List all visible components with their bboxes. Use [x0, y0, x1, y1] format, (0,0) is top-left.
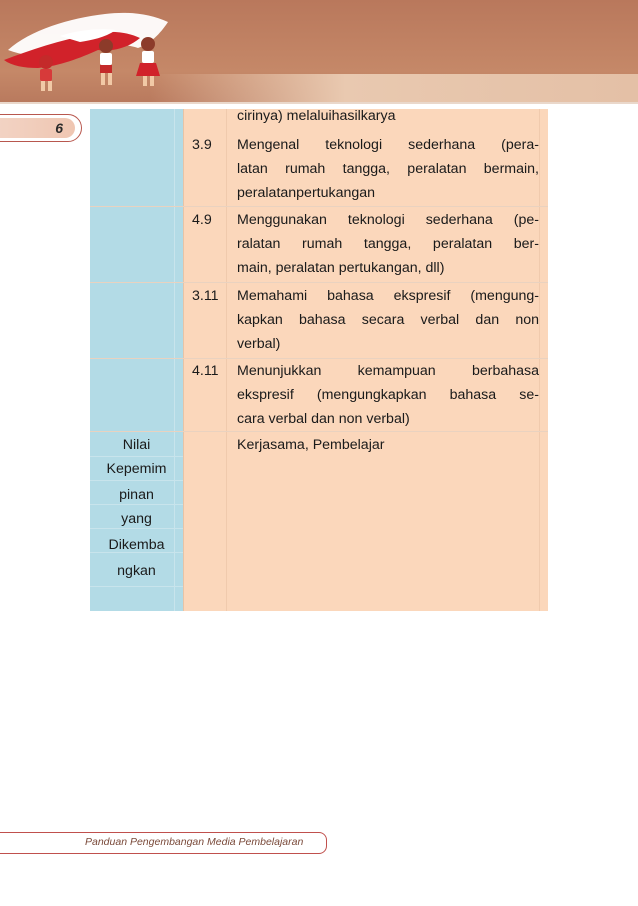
table-vline: [183, 109, 184, 611]
values-label-line: yang: [121, 511, 152, 527]
competency-code: 4.9: [192, 212, 212, 228]
header-banner-strip: [150, 74, 638, 102]
competency-text-line: kapkan bahasa secara verbal dan non: [237, 312, 539, 328]
competency-text-line: Menggunakan teknologi sederhana (pe-: [237, 212, 539, 228]
continued-text: cirinya) melaluihasilkarya: [237, 108, 396, 124]
competency-text-line: verbal): [237, 336, 281, 352]
footer-title: Panduan Pengembangan Media Pembelajaran: [85, 836, 304, 848]
table-line-rule: [90, 586, 183, 587]
competency-text-line: cara verbal dan non verbal): [237, 411, 410, 427]
table-vline: [539, 109, 540, 611]
competency-text-line: peralatanpertukangan: [237, 185, 376, 201]
page-number: 6: [55, 120, 63, 136]
values-label-line: ngkan: [117, 563, 156, 579]
page-number-tab: [0, 114, 82, 142]
values-label-line: Nilai: [122, 437, 151, 453]
competency-text-line: Memahami bahasa ekspresif (mengung-: [237, 288, 539, 304]
table-row-divider: [90, 282, 548, 283]
competency-text-line: main, peralatan pertukangan, dll): [237, 260, 445, 276]
values-label-line: Kepemim: [106, 461, 167, 477]
competency-text-line: latan rumah tangga, peralatan bermain,: [237, 161, 539, 177]
values-label-line: Dikemba: [108, 537, 165, 553]
table-vline: [226, 109, 227, 611]
page-number-tab-fill: [0, 118, 75, 138]
competency-code: 3.9: [192, 137, 212, 153]
competency-text-line: Mengenal teknologi sederhana (pera-: [237, 137, 539, 153]
competency-text-line: Menunjukkan kemampuan berbahasa: [237, 363, 539, 379]
values-label-line: pinan: [119, 487, 154, 503]
children-flag-illustration: [0, 0, 200, 102]
competency-text-line: ralatan rumah tangga, peralatan ber-: [237, 236, 539, 252]
footer-tab: [0, 832, 327, 854]
competency-code: 3.11: [192, 288, 219, 304]
table-row-divider: [90, 431, 548, 432]
competency-code: 4.11: [192, 363, 219, 379]
table-row-divider: [90, 206, 548, 207]
competency-text-line: ekspresif (mengungkapkan bahasa se-: [237, 387, 539, 403]
competency-table: [90, 109, 548, 611]
values-text: Kerjasama, Pembelajar: [237, 437, 385, 453]
